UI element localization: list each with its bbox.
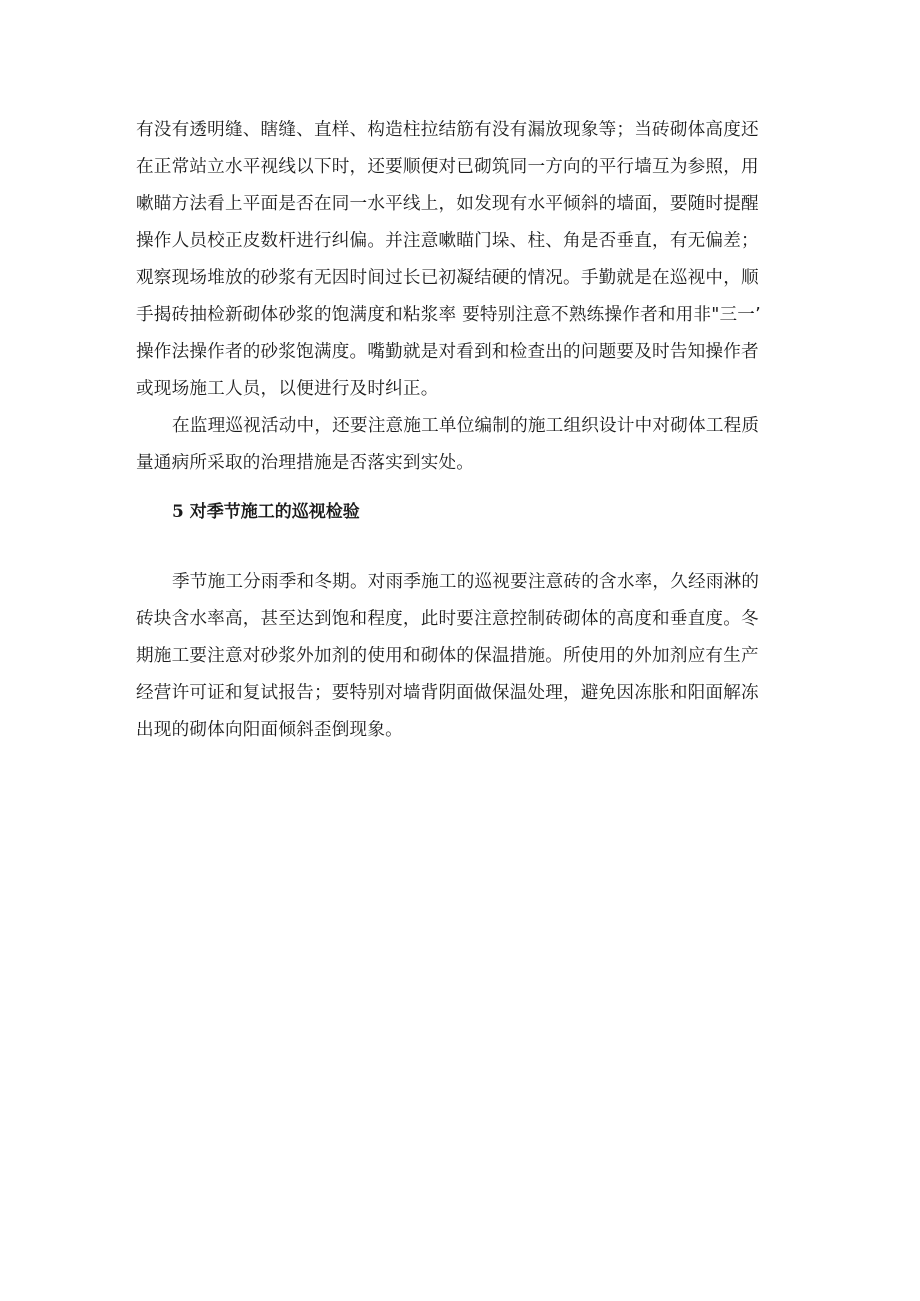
text-line: 在正常站立水平视线以下时，还要顺便对已砌筑同一方向的平行墙互为参照，用 <box>136 157 759 177</box>
text-line: 或现场施工人员，以便进行及时纠正。 <box>136 379 439 399</box>
text-line: 手揭砖抽检新砌体砂浆的饱满度和粘浆率 要特别注意不熟练操作者和用非"三一’ <box>136 305 761 325</box>
section-heading: 5 对季节施工的巡视检验 <box>172 502 360 522</box>
text-line: 有没有透明缝、瞎缝、直样、构造柱拉结筋有没有漏放现象等；当砖砌体高度还 <box>136 120 759 140</box>
text-line: 出现的砌体向阳面倾斜歪倒现象。 <box>136 720 403 740</box>
text-line: 季节施工分雨季和冬期。对雨季施工的巡视要注意砖的含水率，久经雨淋的 <box>172 572 760 592</box>
spacer <box>136 482 796 494</box>
paragraph-supervision-measures <box>136 408 796 482</box>
text-line: 观察现场堆放的砂浆有无因时间过长已初凝结硬的情况。手勤就是在巡视中，顺 <box>136 268 759 288</box>
document-body <box>136 112 796 749</box>
text-line: 操作人员校正皮数杆进行纠偏。并注意嗽瞄门垛、柱、角是否垂直，有无偏差； <box>136 231 759 251</box>
text-line: 量通病所采取的治理措施是否落实到实处。 <box>136 453 475 473</box>
text-line: 期施工要注意对砂浆外加剂的使用和砌体的保温措施。所使用的外加剂应有生产 <box>136 646 759 666</box>
text-line: 嗽瞄方法看上平面是否在同一水平线上，如发现有水平倾斜的墙面，要随时提醒 <box>136 194 759 214</box>
text-line: 操作法操作者的砂浆饱满度。嘴勤就是对看到和检查出的问题要及时告知操作者 <box>136 342 759 362</box>
text-line: 砖块含水率高，甚至达到饱和程度，此时要注意控制砖砌体的高度和垂直度。冬 <box>136 609 759 629</box>
paragraph-seasonal-construction <box>136 564 796 749</box>
text-line: 在监理巡视活动中，还要注意施工单位编制的施工组织设计中对砌体工程质 <box>172 416 760 436</box>
text-line: 经营许可证和复试报告；要特别对墙背阴面做保温处理，避免因冻胀和阳面解冻 <box>136 683 759 703</box>
spacer <box>136 531 796 564</box>
paragraph-inspection-methods <box>136 112 796 408</box>
